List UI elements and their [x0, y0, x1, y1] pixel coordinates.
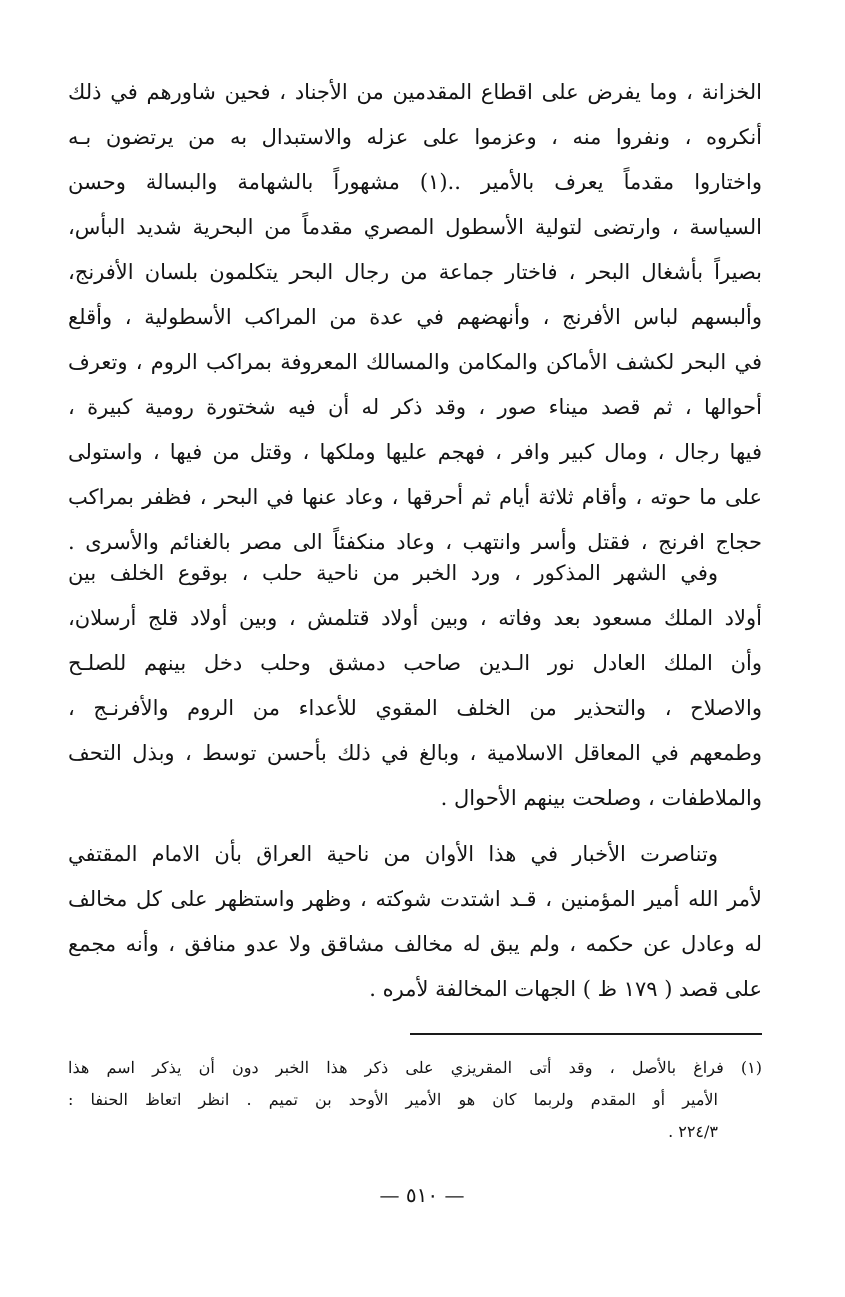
text-line: لأمر الله أمير المؤمنين ، قـد اشتدت شوكته ، وظهر واستظهر على كل مخالف [68, 887, 762, 911]
text-line: السياسة ، وارتضى لتولية الأسطول المصري مقدماً من البحرية شديد البأس، [68, 215, 762, 239]
paragraph-2 [68, 551, 762, 821]
text-line: على ما حوته ، وأقام ثلاثة أيام ثم أحرقها ، وعاد عنها في البحر ، فظفر بمراكب [68, 485, 762, 509]
footnote-line: الأمير أو المقدم ولربما كان هو الأمير الأوحد بن تميم . انظر اتعاظ الحنفا : [68, 1090, 718, 1109]
text-line: والاصلاح ، والتحذير من الخلف المقوي للأعداء من الروم والأفرنـج ، [68, 696, 762, 720]
text-line: بصيراً بأشغال البحر ، فاختار جماعة من رجال البحر يتكلمون بلسان الأفرنج، [68, 260, 762, 284]
text-line: حجاج افرنج ، فقتل وأسر وانتهب ، وعاد منكفئاً الى مصر بالغنائم والأسرى . [68, 530, 762, 554]
text-line: أولاد الملك مسعود بعد وفاته ، وبين أولاد قتلمش ، وبين أولاد قلج أرسلان، [68, 606, 762, 630]
paragraph-3 [68, 832, 762, 1012]
text-line: وطمعهم في المعاقل الاسلامية ، وبالغ في ذلك بأحسن توسط ، وبذل التحف [68, 741, 762, 765]
text-line: وألبسهم لباس الأفرنج ، وأنهضهم في عدة من المراكب الأسطولية ، وأقلع [68, 305, 762, 329]
footnote [68, 1052, 762, 1148]
text-line: في البحر لكشف الأماكن والمكامن والمسالك المعروفة بمراكب الروم ، وتعرف [68, 350, 762, 374]
text-line: وتناصرت الأخبار في هذا الأوان من ناحية العراق بأن الامام المقتفي [68, 842, 718, 866]
text-line: واختاروا مقدماً يعرف بالأمير ..(١) مشهوراً بالشهامة والبسالة وحسن [68, 170, 762, 194]
text-line: فيها رجال ، ومال كبير وافر ، فهجم عليها وملكها ، وقتل من فيها ، واستولى [68, 440, 762, 464]
paragraph-1 [68, 70, 762, 565]
text-line: أنكروه ، ونفروا منه ، وعزموا على عزله والاستبدال به من يرتضون بـه [68, 125, 762, 149]
text-line: الخزانة ، وما يفرض على اقطاع المقدمين من الأجناد ، فحين شاورهم في ذلك [68, 80, 762, 104]
text-line: وأن الملك العادل نور الـدين صاحب دمشق وحلب دخل بينهم للصلـح [68, 651, 762, 675]
page-number: — ٥١٠ — [379, 1183, 465, 1207]
text-line: أحوالها ، ثم قصد ميناء صور ، وقد ذكر له أن فيه شختورة رومية كبيرة ، [68, 395, 762, 419]
footnote-line: (١) فراغ بالأصل ، وقد أتى المقريزي على ذكر هذا الخبر دون أن يذكر اسم هذا [68, 1058, 762, 1077]
text-line: له وعادل عن حكمه ، ولم يبق له مخالف مشاقق ولا عدو منافق ، وأنه مجمع [68, 932, 762, 956]
footnote-line: ٢٢٤/٣ . [668, 1122, 718, 1141]
text-line: وفي الشهر المذكور ، ورد الخبر من ناحية حلب ، بوقوع الخلف بين [68, 561, 718, 585]
footnote-separator [410, 1033, 762, 1035]
text-line: على قصد ( ١٧٩ ظ ) الجهات المخالفة لأمره . [369, 977, 762, 1001]
text-line: والملاطفات ، وصلحت بينهم الأحوال . [440, 786, 762, 810]
